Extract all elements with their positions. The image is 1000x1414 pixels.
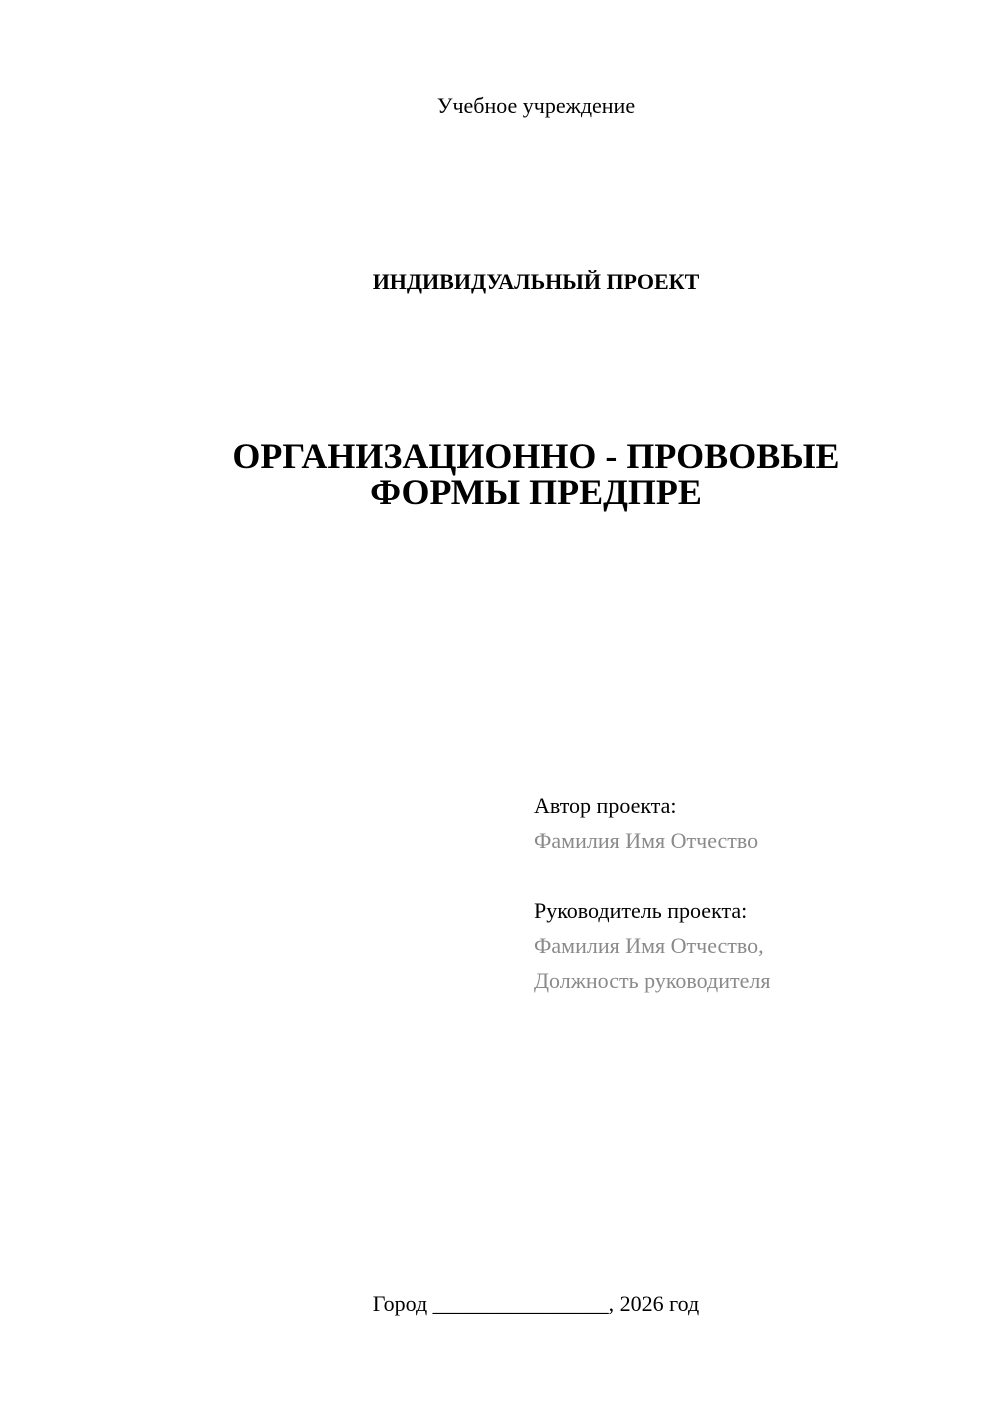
author-name-placeholder: Фамилия Имя Отчество (534, 828, 759, 853)
project-title-line-2: ФОРМЫ ПРЕДПРЕ (370, 472, 702, 512)
institution-name: Учебное учреждение (436, 93, 636, 118)
author-label: Автор проекта: (534, 793, 677, 818)
supervisor-position-placeholder: Должность руководителя (534, 968, 771, 993)
project-title (0, 438, 1000, 510)
city-year-footer (0, 1290, 1000, 1318)
info-spacer (534, 858, 974, 893)
project-info-block (534, 788, 974, 998)
project-title-line-1: ОРГАНИЗАЦИОННО - ПРОВОВЫЕ (232, 436, 840, 476)
supervisor-label: Руководитель проекта: (534, 898, 748, 923)
city-label: Город (372, 1291, 428, 1316)
city-blank-line: ________________ (432, 1291, 609, 1316)
year-text: , 2026 год (608, 1291, 700, 1316)
supervisor-name-placeholder: Фамилия Имя Отчество, (534, 933, 764, 958)
project-type-heading: ИНДИВИДУАЛЬНЫЙ ПРОЕКТ (372, 269, 700, 294)
